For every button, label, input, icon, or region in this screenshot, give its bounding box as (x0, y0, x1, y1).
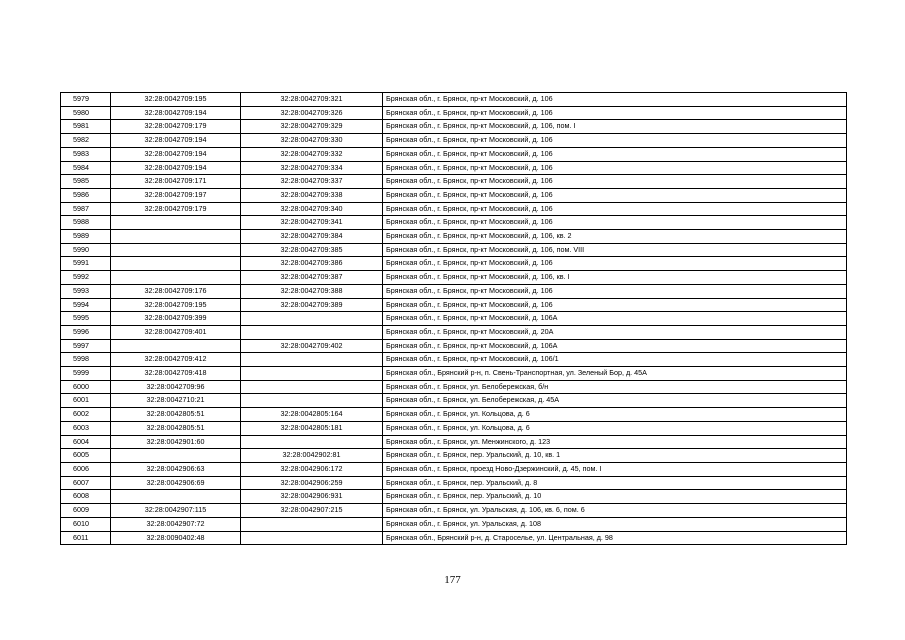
related-cadastral-number-cell: 32:28:0042709:386 (241, 257, 383, 271)
table-row (61, 490, 847, 504)
address-cell: Брянская обл., Брянский р-н, д. Староселье, ул. Центральная, д. 98 (383, 531, 847, 545)
cadastral-number-cell: 32:28:0042709:179 (111, 120, 241, 134)
table-row (61, 120, 847, 134)
row-number-cell: 6010 (61, 517, 111, 531)
related-cadastral-number-cell (241, 435, 383, 449)
cadastral-number-cell: 32:28:0042709:171 (111, 175, 241, 189)
row-number-cell: 6004 (61, 435, 111, 449)
row-number-cell: 6011 (61, 531, 111, 545)
cadastral-number-cell (111, 230, 241, 244)
row-number-cell: 5999 (61, 367, 111, 381)
row-number-cell: 5998 (61, 353, 111, 367)
table-row (61, 339, 847, 353)
table-row (61, 504, 847, 518)
cadastral-number-cell (111, 216, 241, 230)
related-cadastral-number-cell: 32:28:0042907:215 (241, 504, 383, 518)
address-cell: Брянская обл., г. Брянск, пр-кт Московский, д. 106 (383, 93, 847, 107)
cadastral-number-cell: 32:28:0042710:21 (111, 394, 241, 408)
row-number-cell: 6006 (61, 462, 111, 476)
row-number-cell: 5984 (61, 161, 111, 175)
table-row (61, 298, 847, 312)
cadastral-number-cell: 32:28:0042709:96 (111, 380, 241, 394)
table-row (61, 161, 847, 175)
cadastral-number-cell: 32:28:0042805:51 (111, 408, 241, 422)
related-cadastral-number-cell: 32:28:0042709:337 (241, 175, 383, 189)
related-cadastral-number-cell: 32:28:0042906:931 (241, 490, 383, 504)
row-number-cell: 5996 (61, 325, 111, 339)
row-number-cell: 6001 (61, 394, 111, 408)
row-number-cell: 6007 (61, 476, 111, 490)
address-cell: Брянская обл., Брянский р-н, п. Свень-Транспортная, ул. Зеленый Бор, д. 45А (383, 367, 847, 381)
address-cell: Брянская обл., г. Брянск, ул. Белобережская, д. 45А (383, 394, 847, 408)
address-cell: Брянская обл., г. Брянск, ул. Белобережская, б/н (383, 380, 847, 394)
row-number-cell: 5988 (61, 216, 111, 230)
table-row (61, 243, 847, 257)
related-cadastral-number-cell: 32:28:0042709:384 (241, 230, 383, 244)
row-number-cell: 5981 (61, 120, 111, 134)
row-number-cell: 5993 (61, 284, 111, 298)
cadastral-number-cell: 32:28:0042906:63 (111, 462, 241, 476)
row-number-cell: 5997 (61, 339, 111, 353)
related-cadastral-number-cell: 32:28:0042709:389 (241, 298, 383, 312)
cadastral-number-cell: 32:28:0090402:48 (111, 531, 241, 545)
related-cadastral-number-cell: 32:28:0042709:329 (241, 120, 383, 134)
related-cadastral-number-cell: 32:28:0042709:326 (241, 106, 383, 120)
table-row (61, 284, 847, 298)
related-cadastral-number-cell: 32:28:0042709:334 (241, 161, 383, 175)
address-cell: Брянская обл., г. Брянск, пр-кт Московский, д. 106А (383, 312, 847, 326)
cadastral-number-cell: 32:28:0042709:194 (111, 147, 241, 161)
table-row (61, 216, 847, 230)
related-cadastral-number-cell: 32:28:0042805:164 (241, 408, 383, 422)
address-cell: Брянская обл., г. Брянск, ул. Менжинского, д. 123 (383, 435, 847, 449)
address-cell: Брянская обл., г. Брянск, пр-кт Московский, д. 106 (383, 175, 847, 189)
address-cell: Брянская обл., г. Брянск, ул. Кольцова, д. 6 (383, 408, 847, 422)
table-row (61, 380, 847, 394)
address-cell: Брянская обл., г. Брянск, пр-кт Московский, д. 106, пом. I (383, 120, 847, 134)
cadastral-number-cell: 32:28:0042709:194 (111, 134, 241, 148)
address-cell: Брянская обл., г. Брянск, пр-кт Московский, д. 106 (383, 134, 847, 148)
cadastral-number-cell (111, 271, 241, 285)
row-number-cell: 6008 (61, 490, 111, 504)
cadastral-number-cell: 32:28:0042709:418 (111, 367, 241, 381)
address-cell: Брянская обл., г. Брянск, ул. Кольцова, д. 6 (383, 421, 847, 435)
table-row (61, 408, 847, 422)
row-number-cell: 5980 (61, 106, 111, 120)
table-row (61, 93, 847, 107)
related-cadastral-number-cell: 32:28:0042709:402 (241, 339, 383, 353)
cadastral-number-cell (111, 449, 241, 463)
related-cadastral-number-cell: 32:28:0042709:321 (241, 93, 383, 107)
related-cadastral-number-cell: 32:28:0042906:259 (241, 476, 383, 490)
table-row (61, 517, 847, 531)
cadastral-number-cell: 32:28:0042907:115 (111, 504, 241, 518)
table-row (61, 367, 847, 381)
table-row (61, 435, 847, 449)
cadastral-number-cell: 32:28:0042709:401 (111, 325, 241, 339)
related-cadastral-number-cell: 32:28:0042906:172 (241, 462, 383, 476)
related-cadastral-number-cell (241, 312, 383, 326)
address-cell: Брянская обл., г. Брянск, пер. Уральский, д. 8 (383, 476, 847, 490)
cadastral-number-cell: 32:28:0042709:399 (111, 312, 241, 326)
address-cell: Брянская обл., г. Брянск, пер. Уральский, д. 10 (383, 490, 847, 504)
cadastral-number-cell: 32:28:0042709:197 (111, 188, 241, 202)
row-number-cell: 5986 (61, 188, 111, 202)
page-number: 177 (444, 574, 461, 586)
cadastral-number-cell: 32:28:0042709:195 (111, 93, 241, 107)
cadastral-number-cell: 32:28:0042709:176 (111, 284, 241, 298)
row-number-cell: 6002 (61, 408, 111, 422)
table-row (61, 202, 847, 216)
row-number-cell: 5990 (61, 243, 111, 257)
related-cadastral-number-cell: 32:28:0042709:330 (241, 134, 383, 148)
related-cadastral-number-cell (241, 517, 383, 531)
related-cadastral-number-cell: 32:28:0042709:332 (241, 147, 383, 161)
cadastral-number-cell: 32:28:0042907:72 (111, 517, 241, 531)
table-row (61, 257, 847, 271)
row-number-cell: 5992 (61, 271, 111, 285)
address-cell: Брянская обл., г. Брянск, ул. Уральская, д. 106, кв. 6, пом. 6 (383, 504, 847, 518)
row-number-cell: 5985 (61, 175, 111, 189)
row-number-cell: 5994 (61, 298, 111, 312)
related-cadastral-number-cell: 32:28:0042902:81 (241, 449, 383, 463)
table-row (61, 476, 847, 490)
table-row (61, 449, 847, 463)
row-number-cell: 5987 (61, 202, 111, 216)
address-cell: Брянская обл., г. Брянск, пр-кт Московский, д. 106 (383, 202, 847, 216)
address-cell: Брянская обл., г. Брянск, проезд Ново-Дзержинский, д. 45, пом. I (383, 462, 847, 476)
address-cell: Брянская обл., г. Брянск, пр-кт Московский, д. 106 (383, 257, 847, 271)
address-cell: Брянская обл., г. Брянск, пр-кт Московский, д. 106, кв. 2 (383, 230, 847, 244)
row-number-cell: 5983 (61, 147, 111, 161)
related-cadastral-number-cell (241, 380, 383, 394)
related-cadastral-number-cell: 32:28:0042709:388 (241, 284, 383, 298)
table-row (61, 188, 847, 202)
address-cell: Брянская обл., г. Брянск, пр-кт Московский, д. 106 (383, 147, 847, 161)
table-row (61, 106, 847, 120)
cadastral-number-cell (111, 490, 241, 504)
row-number-cell: 6005 (61, 449, 111, 463)
address-cell: Брянская обл., г. Брянск, пр-кт Московский, д. 106 (383, 216, 847, 230)
cadastral-number-cell (111, 257, 241, 271)
related-cadastral-number-cell (241, 325, 383, 339)
cadastral-number-cell: 32:28:0042709:194 (111, 106, 241, 120)
row-number-cell: 5989 (61, 230, 111, 244)
registry-table-body (61, 93, 847, 545)
table-row (61, 421, 847, 435)
related-cadastral-number-cell: 32:28:0042709:338 (241, 188, 383, 202)
table-row (61, 134, 847, 148)
table-row (61, 325, 847, 339)
cadastral-number-cell: 32:28:0042709:179 (111, 202, 241, 216)
table-row (61, 230, 847, 244)
address-cell: Брянская обл., г. Брянск, пр-кт Московский, д. 106 (383, 298, 847, 312)
related-cadastral-number-cell: 32:28:0042709:385 (241, 243, 383, 257)
table-row (61, 462, 847, 476)
cadastral-number-cell: 32:28:0042709:195 (111, 298, 241, 312)
address-cell: Брянская обл., г. Брянск, пр-кт Московский, д. 106 (383, 284, 847, 298)
address-cell: Брянская обл., г. Брянск, пр-кт Московский, д. 20А (383, 325, 847, 339)
row-number-cell: 5982 (61, 134, 111, 148)
related-cadastral-number-cell (241, 394, 383, 408)
address-cell: Брянская обл., г. Брянск, пер. Уральский, д. 10, кв. 1 (383, 449, 847, 463)
row-number-cell: 5979 (61, 93, 111, 107)
address-cell: Брянская обл., г. Брянск, пр-кт Московский, д. 106 (383, 188, 847, 202)
cadastral-number-cell: 32:28:0042709:194 (111, 161, 241, 175)
table-row (61, 394, 847, 408)
table-row (61, 271, 847, 285)
cadastral-number-cell: 32:28:0042906:69 (111, 476, 241, 490)
registry-table (60, 92, 847, 545)
address-cell: Брянская обл., г. Брянск, пр-кт Московский, д. 106/1 (383, 353, 847, 367)
row-number-cell: 5995 (61, 312, 111, 326)
address-cell: Брянская обл., г. Брянск, пр-кт Московский, д. 106 (383, 106, 847, 120)
related-cadastral-number-cell: 32:28:0042709:341 (241, 216, 383, 230)
table-row (61, 147, 847, 161)
related-cadastral-number-cell (241, 353, 383, 367)
address-cell: Брянская обл., г. Брянск, ул. Уральская, д. 108 (383, 517, 847, 531)
row-number-cell: 6003 (61, 421, 111, 435)
row-number-cell: 5991 (61, 257, 111, 271)
table-row (61, 353, 847, 367)
table-row (61, 312, 847, 326)
related-cadastral-number-cell (241, 367, 383, 381)
related-cadastral-number-cell: 32:28:0042709:387 (241, 271, 383, 285)
related-cadastral-number-cell: 32:28:0042709:340 (241, 202, 383, 216)
address-cell: Брянская обл., г. Брянск, пр-кт Московский, д. 106, пом. VIII (383, 243, 847, 257)
address-cell: Брянская обл., г. Брянск, пр-кт Московский, д. 106, кв. I (383, 271, 847, 285)
cadastral-number-cell: 32:28:0042709:412 (111, 353, 241, 367)
table-row (61, 531, 847, 545)
cadastral-number-cell (111, 339, 241, 353)
row-number-cell: 6009 (61, 504, 111, 518)
related-cadastral-number-cell (241, 531, 383, 545)
row-number-cell: 6000 (61, 380, 111, 394)
table-row (61, 175, 847, 189)
related-cadastral-number-cell: 32:28:0042805:181 (241, 421, 383, 435)
cadastral-number-cell: 32:28:0042901:60 (111, 435, 241, 449)
address-cell: Брянская обл., г. Брянск, пр-кт Московский, д. 106 (383, 161, 847, 175)
cadastral-number-cell (111, 243, 241, 257)
cadastral-number-cell: 32:28:0042805:51 (111, 421, 241, 435)
address-cell: Брянская обл., г. Брянск, пр-кт Московский, д. 106А (383, 339, 847, 353)
